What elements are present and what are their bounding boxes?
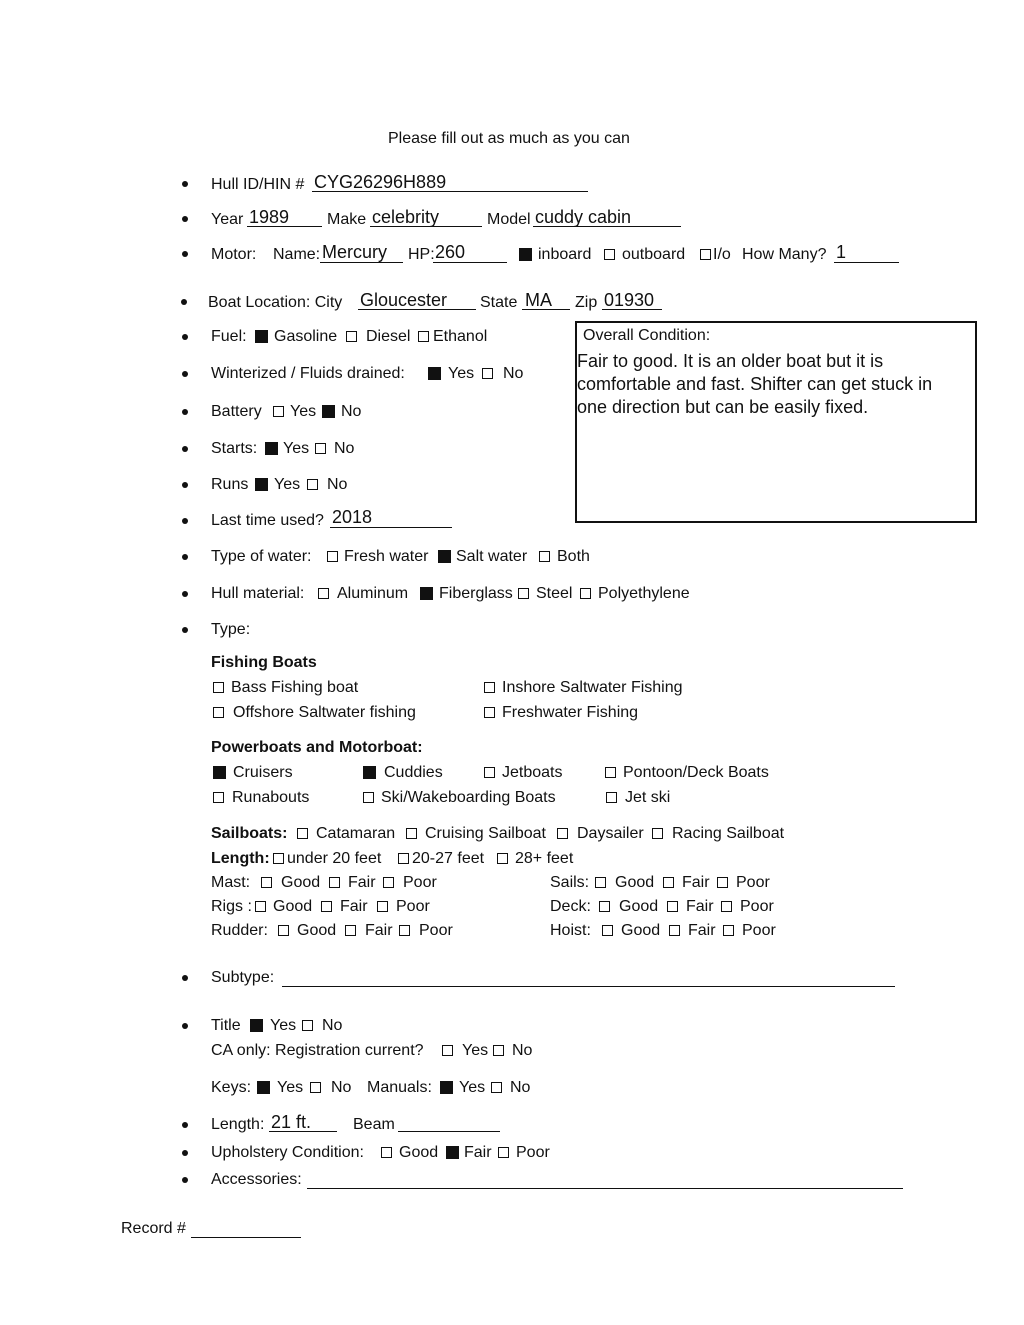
- fishing-boats-heading: Fishing Boats: [211, 654, 317, 671]
- cruising-sailboat-label: Cruising Sailboat: [425, 825, 546, 842]
- overall-condition-label: Overall Condition:: [583, 327, 711, 344]
- inshore-fishing-label: Inshore Saltwater Fishing: [502, 679, 683, 696]
- last-used-value[interactable]: 2018: [332, 507, 373, 527]
- bullet: [182, 446, 188, 452]
- ca-registration-no-checkbox[interactable]: [493, 1045, 504, 1056]
- keys-yes-checkbox[interactable]: [257, 1081, 270, 1094]
- polyethylene-label: Polyethylene: [598, 585, 690, 602]
- gasoline-label: Gasoline: [274, 328, 338, 345]
- title-yes-label: Yes: [270, 1017, 297, 1034]
- keys-no-checkbox[interactable]: [310, 1082, 321, 1093]
- last-used-label: Last time used?: [211, 512, 324, 529]
- mast-poor-checkbox[interactable]: [383, 877, 394, 888]
- upholstery-fair-checkbox[interactable]: [446, 1146, 459, 1159]
- winterized-label: Winterized / Fluids drained:: [211, 365, 405, 382]
- daysailer-checkbox[interactable]: [557, 828, 568, 839]
- offshore-fishing-label: Offshore Saltwater fishing: [233, 704, 416, 721]
- upholstery-fair-label: Fair: [464, 1144, 492, 1161]
- keys-no-label: No: [331, 1079, 352, 1096]
- diesel-checkbox[interactable]: [346, 331, 357, 342]
- inboard-checkbox[interactable]: [519, 248, 532, 261]
- fiberglass-label: Fiberglass: [439, 585, 513, 602]
- sails-label: Sails:: [550, 874, 590, 891]
- mast-good-label: Good: [281, 874, 321, 891]
- keys-label: Keys:: [211, 1079, 252, 1096]
- hull-id-label: Hull ID/HIN #: [211, 176, 305, 193]
- bullet: [182, 482, 188, 488]
- title-no-checkbox[interactable]: [302, 1020, 313, 1031]
- bullet: [182, 1122, 188, 1128]
- bullet: [182, 216, 188, 222]
- cuddies-label: Cuddies: [384, 764, 443, 781]
- beam-label: Beam: [353, 1116, 395, 1133]
- rigs-fair-label: Fair: [340, 898, 368, 915]
- racing-sailboat-label: Racing Sailboat: [672, 825, 785, 842]
- cuddies-checkbox[interactable]: [363, 766, 376, 779]
- bullet: [182, 334, 188, 340]
- both-water-label: Both: [557, 548, 590, 565]
- hoist-fair-label: Fair: [688, 922, 716, 939]
- upholstery-good-checkbox[interactable]: [381, 1147, 392, 1158]
- catamaran-checkbox[interactable]: [297, 828, 308, 839]
- ethanol-checkbox[interactable]: [418, 331, 429, 342]
- powerboats-heading: Powerboats and Motorboat:: [211, 739, 423, 756]
- upholstery-poor-checkbox[interactable]: [498, 1147, 509, 1158]
- model-label: Model: [487, 211, 531, 228]
- bullet: [182, 1177, 188, 1183]
- model-underline: [533, 226, 681, 227]
- inboard-label: inboard: [538, 246, 592, 263]
- make-label: Make: [327, 211, 367, 228]
- bullet: [182, 518, 188, 524]
- runs-yes-checkbox[interactable]: [255, 478, 268, 491]
- state-underline: [522, 309, 570, 310]
- form-header: Please fill out as much as you can: [388, 130, 630, 147]
- under-20-label: under 20 feet: [287, 850, 382, 867]
- sails-good-checkbox[interactable]: [595, 877, 606, 888]
- deck-poor-checkbox[interactable]: [721, 901, 732, 912]
- length-underline: [269, 1131, 337, 1132]
- inshore-fishing-checkbox[interactable]: [484, 682, 495, 693]
- zip-label: Zip: [575, 294, 598, 311]
- sailboats-heading: Sailboats:: [211, 825, 288, 842]
- last-used-underline: [330, 527, 452, 528]
- manuals-yes-label: Yes: [459, 1079, 486, 1096]
- ca-registration-yes-checkbox[interactable]: [442, 1045, 453, 1056]
- manuals-no-label: No: [510, 1079, 531, 1096]
- location-label: Boat Location: City: [208, 294, 343, 311]
- 28-plus-checkbox[interactable]: [497, 853, 508, 864]
- ca-registration-label: CA only: Registration current?: [211, 1042, 424, 1059]
- bass-fishing-label: Bass Fishing boat: [231, 679, 359, 696]
- year-underline: [247, 226, 322, 227]
- jet-ski-label: Jet ski: [625, 789, 671, 806]
- motor-hp-label: HP:: [408, 246, 435, 263]
- bullet: [182, 251, 188, 257]
- sails-poor-label: Poor: [736, 874, 770, 891]
- battery-yes-label: Yes: [290, 403, 317, 420]
- bullet: [181, 299, 187, 305]
- offshore-fishing-checkbox[interactable]: [213, 707, 224, 718]
- steel-checkbox[interactable]: [518, 588, 529, 599]
- motor-hp-value[interactable]: 260: [435, 242, 466, 262]
- 20-27-checkbox[interactable]: [398, 853, 409, 864]
- bullet: [182, 975, 188, 981]
- ethanol-label: Ethanol: [433, 328, 488, 345]
- rudder-label: Rudder:: [211, 922, 268, 939]
- bullet: [182, 181, 188, 187]
- rigs-poor-label: Poor: [396, 898, 430, 915]
- runabouts-label: Runabouts: [232, 789, 310, 806]
- bullet: [182, 1023, 188, 1029]
- sails-good-label: Good: [615, 874, 655, 891]
- 20-27-label: 20-27 feet: [412, 850, 485, 867]
- outboard-label: outboard: [622, 246, 686, 263]
- zip-value[interactable]: 01930: [604, 290, 655, 310]
- accessories-underline[interactable]: [307, 1188, 903, 1189]
- title-no-label: No: [322, 1017, 343, 1034]
- record-underline[interactable]: [191, 1237, 301, 1238]
- jet-ski-checkbox[interactable]: [606, 792, 617, 803]
- deck-fair-label: Fair: [686, 898, 714, 915]
- runs-label: Runs: [211, 476, 249, 493]
- daysailer-label: Daysailer: [577, 825, 644, 842]
- subtype-underline[interactable]: [282, 986, 895, 987]
- bullet: [182, 627, 188, 633]
- runabouts-checkbox[interactable]: [213, 792, 224, 803]
- overall-condition-text: Fair to good. It is an older boat but it is comfortable and fast. Shifter can get stuck in one direction but can be easily fixed.: [577, 351, 933, 417]
- upholstery-poor-label: Poor: [516, 1144, 550, 1161]
- title-label: Title: [211, 1017, 241, 1034]
- rigs-good-label: Good: [273, 898, 313, 915]
- aluminum-label: Aluminum: [337, 585, 409, 602]
- manuals-no-checkbox[interactable]: [491, 1082, 502, 1093]
- hoist-poor-checkbox[interactable]: [723, 925, 734, 936]
- deck-good-label: Good: [619, 898, 659, 915]
- mast-fair-label: Fair: [348, 874, 376, 891]
- keys-yes-label: Yes: [277, 1079, 304, 1096]
- mast-fair-checkbox[interactable]: [329, 877, 340, 888]
- ca-registration-no-label: No: [512, 1042, 533, 1059]
- deck-good-checkbox[interactable]: [599, 901, 610, 912]
- length-value[interactable]: 21 ft.: [271, 1112, 312, 1132]
- aluminum-checkbox[interactable]: [318, 588, 329, 599]
- deck-poor-label: Poor: [740, 898, 774, 915]
- runs-no-label: No: [327, 476, 348, 493]
- bullet: [182, 591, 188, 597]
- motor-label: Motor:: [211, 246, 257, 263]
- mast-label: Mast:: [211, 874, 251, 891]
- hoist-good-checkbox[interactable]: [602, 925, 613, 936]
- salt-water-label: Salt water: [456, 548, 528, 565]
- fiberglass-checkbox[interactable]: [420, 587, 433, 600]
- rigs-poor-checkbox[interactable]: [377, 901, 388, 912]
- fresh-water-checkbox[interactable]: [327, 551, 338, 562]
- model-value[interactable]: cuddy cabin: [535, 207, 632, 227]
- winterized-no-checkbox[interactable]: [482, 368, 493, 379]
- rudder-fair-label: Fair: [365, 922, 393, 939]
- diesel-label: Diesel: [366, 328, 411, 345]
- pontoon-label: Pontoon/Deck Boats: [623, 764, 769, 781]
- record-label: Record #: [121, 1220, 186, 1237]
- bullet: [182, 371, 188, 377]
- motor-hp-underline: [433, 262, 507, 263]
- fresh-water-label: Fresh water: [344, 548, 429, 565]
- winterized-yes-label: Yes: [448, 365, 475, 382]
- starts-label: Starts:: [211, 440, 258, 457]
- jetboats-checkbox[interactable]: [484, 767, 495, 778]
- how-many-value[interactable]: 1: [836, 242, 847, 262]
- type-label: Type:: [211, 621, 251, 638]
- freshwater-fishing-label: Freshwater Fishing: [502, 704, 639, 721]
- state-label: State: [480, 294, 518, 311]
- hoist-poor-label: Poor: [742, 922, 776, 939]
- starts-yes-checkbox[interactable]: [265, 442, 278, 455]
- under-20-checkbox[interactable]: [273, 853, 284, 864]
- upholstery-good-label: Good: [399, 1144, 439, 1161]
- sails-poor-checkbox[interactable]: [717, 877, 728, 888]
- winterized-no-label: No: [503, 365, 524, 382]
- io-checkbox[interactable]: [700, 249, 711, 260]
- both-water-checkbox[interactable]: [539, 551, 550, 562]
- hoist-label: Hoist:: [550, 922, 591, 939]
- jetboats-label: Jetboats: [502, 764, 563, 781]
- hull-id-value[interactable]: CYG26296H889: [314, 172, 447, 192]
- how-many-underline: [834, 262, 899, 263]
- city-value[interactable]: Gloucester: [360, 290, 448, 310]
- manuals-yes-checkbox[interactable]: [440, 1081, 453, 1094]
- bullet: [182, 554, 188, 560]
- deck-label: Deck:: [550, 898, 591, 915]
- winterized-yes-checkbox[interactable]: [428, 367, 441, 380]
- bullet: [182, 409, 188, 415]
- starts-no-checkbox[interactable]: [315, 443, 326, 454]
- 28-plus-label: 28+ feet: [515, 850, 574, 867]
- make-underline: [370, 226, 482, 227]
- upholstery-label: Upholstery Condition:: [211, 1144, 364, 1161]
- hoist-good-label: Good: [621, 922, 661, 939]
- motor-name-label: Name:: [273, 246, 321, 263]
- rudder-good-label: Good: [297, 922, 337, 939]
- fuel-label: Fuel:: [211, 328, 247, 345]
- year-label: Year: [211, 211, 244, 228]
- runs-yes-label: Yes: [274, 476, 301, 493]
- rudder-poor-checkbox[interactable]: [399, 925, 410, 936]
- title-yes-checkbox[interactable]: [250, 1019, 263, 1032]
- salt-water-checkbox[interactable]: [438, 550, 451, 563]
- how-many-label: How Many?: [742, 246, 827, 263]
- bass-fishing-checkbox[interactable]: [213, 682, 224, 693]
- polyethylene-checkbox[interactable]: [580, 588, 591, 599]
- ski-wakeboarding-label: Ski/Wakeboarding Boats: [381, 789, 556, 806]
- battery-no-checkbox[interactable]: [322, 405, 335, 418]
- mast-poor-label: Poor: [403, 874, 437, 891]
- ca-registration-yes-label: Yes: [462, 1042, 489, 1059]
- catamaran-label: Catamaran: [316, 825, 396, 842]
- starts-yes-label: Yes: [283, 440, 310, 457]
- outboard-checkbox[interactable]: [604, 249, 615, 260]
- sail-length-label: Length:: [211, 850, 270, 867]
- battery-label: Battery: [211, 403, 262, 420]
- runs-no-checkbox[interactable]: [307, 479, 318, 490]
- sails-fair-label: Fair: [682, 874, 710, 891]
- steel-label: Steel: [536, 585, 573, 602]
- mast-good-checkbox[interactable]: [261, 877, 272, 888]
- bullet: [182, 1150, 188, 1156]
- motor-name-value[interactable]: Mercury: [322, 242, 388, 262]
- cruisers-checkbox[interactable]: [213, 766, 226, 779]
- gasoline-checkbox[interactable]: [255, 330, 268, 343]
- starts-no-label: No: [334, 440, 355, 457]
- cruising-sailboat-checkbox[interactable]: [406, 828, 417, 839]
- subtype-label: Subtype:: [211, 969, 275, 986]
- state-value[interactable]: MA: [525, 290, 552, 310]
- make-value[interactable]: celebrity: [372, 207, 440, 227]
- io-label: I/o: [713, 246, 731, 263]
- year-value[interactable]: 1989: [249, 207, 290, 227]
- water-label: Type of water:: [211, 548, 312, 565]
- manuals-label: Manuals:: [367, 1079, 432, 1096]
- freshwater-fishing-checkbox[interactable]: [484, 707, 495, 718]
- accessories-label: Accessories:: [211, 1171, 302, 1188]
- sails-fair-checkbox[interactable]: [663, 877, 674, 888]
- rigs-label: Rigs :: [211, 898, 252, 915]
- rudder-poor-label: Poor: [419, 922, 453, 939]
- rigs-fair-checkbox[interactable]: [321, 901, 332, 912]
- ski-wakeboarding-checkbox[interactable]: [363, 792, 374, 803]
- hull-material-label: Hull material:: [211, 585, 305, 602]
- zip-underline: [602, 309, 662, 310]
- racing-sailboat-checkbox[interactable]: [652, 828, 663, 839]
- length-label: Length:: [211, 1116, 265, 1133]
- beam-underline[interactable]: [398, 1131, 500, 1132]
- rudder-fair-checkbox[interactable]: [345, 925, 356, 936]
- rudder-good-checkbox[interactable]: [278, 925, 289, 936]
- city-underline: [358, 309, 476, 310]
- rigs-good-checkbox[interactable]: [255, 901, 266, 912]
- hull-id-underline: [312, 191, 588, 192]
- pontoon-checkbox[interactable]: [605, 767, 616, 778]
- deck-fair-checkbox[interactable]: [667, 901, 678, 912]
- hoist-fair-checkbox[interactable]: [669, 925, 680, 936]
- battery-no-label: No: [341, 403, 362, 420]
- cruisers-label: Cruisers: [233, 764, 293, 781]
- motor-name-underline: [320, 262, 403, 263]
- battery-yes-checkbox[interactable]: [273, 406, 284, 417]
